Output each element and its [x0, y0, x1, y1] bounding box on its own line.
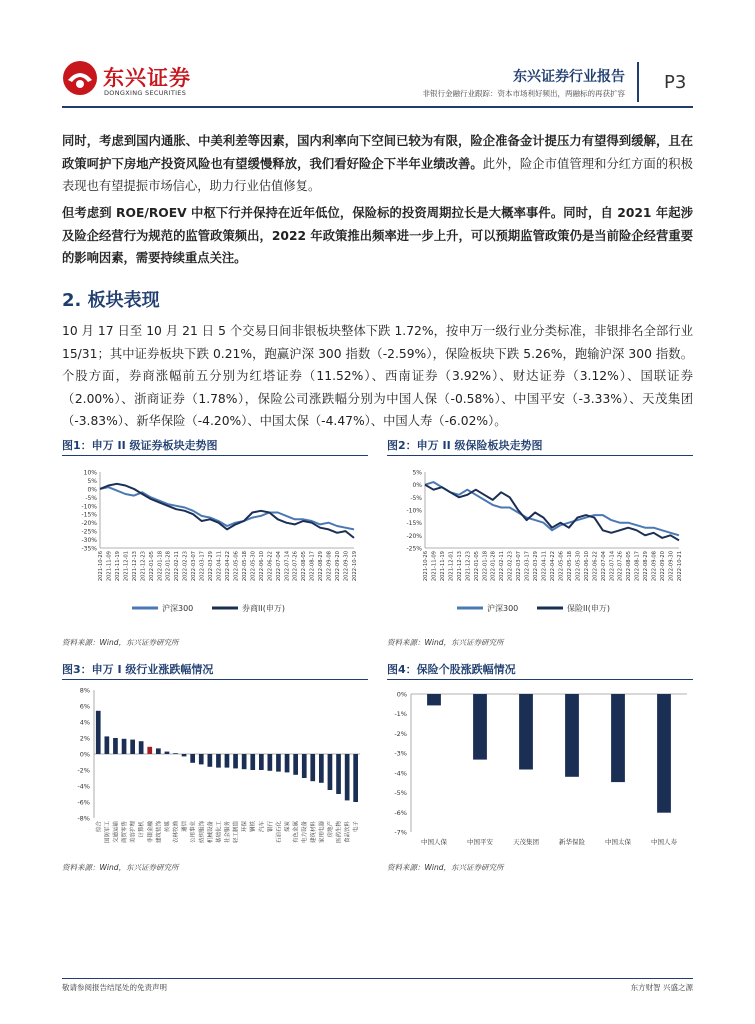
category-label: 农林牧渔 [173, 821, 180, 844]
y-tick-label: -7% [394, 828, 407, 837]
category-label: 建筑材料 [310, 821, 317, 844]
bar [259, 754, 264, 770]
fig4-chart [387, 684, 693, 854]
y-tick-label: -4% [77, 782, 90, 791]
x-tick-label: 2022-06-10 [258, 551, 265, 582]
x-tick-label: 2022-03-29 [533, 551, 540, 582]
x-tick-label: 2021-11-09 [431, 551, 438, 582]
x-tick-label: 2022-02-11 [499, 551, 506, 582]
x-tick-label: 2022-02-23 [182, 551, 189, 582]
category-label: 商贸零售 [122, 821, 129, 844]
bar [139, 741, 144, 754]
x-tick-label: 2022-02-23 [507, 551, 514, 582]
footer-slogan: 东方财智 兴盛之源 [630, 983, 693, 992]
bar [565, 694, 579, 777]
x-tick-label: 2021-10-26 [423, 551, 429, 582]
x-tick-label: 2022-01-28 [490, 551, 497, 582]
category-label: 公用事业 [190, 821, 197, 844]
fig3-source: 资料来源：Wind，东兴证券研究所 [62, 863, 179, 872]
x-tick-label: 2022-09-30 [343, 551, 350, 582]
paragraph-1-bold: 同时，考虑到国内通胀、中美利差等因素，国内利率向下空间已较为有限，险企准备金计提压力有望得到缓解，且在政策呵护下房地产投资风险也有望缓慢释放，我们看好险企下半年业绩改善。 [62, 134, 693, 171]
fig1-title: 图1：申万 II 级证券板块走势图 [62, 439, 218, 452]
footer-rule [62, 978, 693, 979]
bar [216, 754, 221, 768]
bar [302, 754, 307, 778]
category-label: 有色金属 [293, 821, 300, 844]
section-title: 2. 板块表现 [62, 290, 160, 311]
y-tick-label: -6% [77, 798, 90, 807]
legend-label: 沪深300 [162, 604, 194, 613]
category-label: 医药生物 [336, 821, 343, 844]
bar [657, 694, 671, 813]
x-tick-label: 2022-03-17 [199, 551, 206, 582]
fig1-source: 资料来源：Wind，东兴证券研究所 [62, 638, 179, 647]
x-tick-label: 2022-06-10 [583, 551, 590, 582]
x-tick-label: 2022-07-26 [617, 551, 624, 582]
y-tick-label: -2% [394, 729, 407, 738]
bar [113, 738, 118, 754]
y-tick-label: -2% [77, 766, 90, 775]
bar [165, 752, 170, 754]
y-tick-label: 6% [79, 702, 90, 711]
y-tick-label: -10% [406, 507, 422, 515]
x-tick-label: 2022-01-18 [482, 551, 489, 582]
x-tick-label: 2021-11-19 [439, 551, 446, 582]
header-divider [637, 62, 639, 102]
legend-label: 保险II(申万) [567, 604, 610, 613]
category-label: 钢铁 [250, 821, 257, 833]
x-tick-label: 2021-12-01 [123, 551, 130, 582]
x-tick-label: 2022-10-19 [352, 551, 358, 582]
x-tick-label: 2022-07-14 [284, 551, 291, 582]
bar [328, 754, 333, 790]
category-label: 中国太保 [605, 838, 631, 846]
bar [173, 753, 178, 754]
bar [233, 754, 238, 768]
x-tick-label: 2022-04-22 [225, 551, 231, 582]
fig3-title: 图3：申万 I 级行业涨跌幅情况 [62, 663, 214, 676]
x-tick-label: 2022-10-21 [677, 551, 683, 582]
fig1-rule [62, 455, 368, 456]
category-label: 天茂集团 [513, 838, 539, 846]
category-label: 中国人寿 [651, 838, 677, 846]
category-label: 基础化工 [216, 821, 223, 844]
x-tick-label: 2022-08-05 [626, 551, 633, 582]
x-tick-label: 2022-09-20 [660, 551, 667, 582]
bar [147, 747, 152, 754]
x-tick-label: 2022-03-07 [191, 551, 198, 582]
paragraph-3: 10 月 17 日至 10 月 21 日 5 个交易日间非银板块整体下跌 1.72%，按申万一级行业分类标准，非银排名全部行业 15/31；其中证券板块下跌 0.21%，跑赢沪深 300 指数（-2.59%），保险板块下跌 5.26%，跑输沪深 300 指数。个股方面，券商涨幅前五分别为红塔证券（11.52%）、西南证券（3.92%）、财达证券（3.12%）、国联证券（2.00%）、浙商证券（1.78%），保险公司涨跌幅分别为中国人保（-0.58%）、中国平安（-3.33%）、天茂集团（-3.83%）、新华保险（-4.20%）、中国太保（-4.47%）、中国人寿（-6.02%）。 [62, 324, 693, 428]
x-tick-label: 2022-05-06 [233, 551, 240, 582]
x-tick-label: 2022-05-30 [575, 551, 582, 582]
x-tick-label: 2022-05-18 [566, 551, 573, 582]
category-label: 中国人保 [421, 838, 447, 846]
category-label: 中国平安 [467, 838, 493, 846]
x-tick-label: 2022-08-29 [643, 551, 650, 582]
logo-name-en: DONGXING SECURITIES [104, 89, 187, 97]
paragraph-1-rest: 此外，险企市值管理和分红方面的积极表现也有望提振市场信心，助力行业估值修复。 [62, 156, 693, 193]
bar [156, 748, 161, 754]
x-tick-label: 2022-08-17 [634, 551, 641, 582]
fig3-chart [62, 684, 368, 854]
y-tick-label: 5% [87, 477, 97, 485]
y-tick-label: -15% [406, 520, 422, 528]
fig2-title: 图2：申万 II 级保险板块走势图 [387, 439, 543, 452]
y-tick-label: -20% [406, 532, 422, 540]
report-subtitle: 非银行金融行业跟踪：资本市场利好频出，两融标的再获扩容 [422, 89, 625, 98]
x-tick-label: 2022-01-18 [157, 551, 164, 582]
legend-label: 沪深300 [487, 604, 519, 613]
y-tick-label: 0% [396, 690, 407, 699]
y-tick-label: -30% [81, 537, 97, 545]
y-tick-label: -5% [394, 789, 407, 798]
x-tick-label: 2022-09-08 [326, 551, 333, 582]
category-label: 电子 [353, 821, 360, 833]
bar [353, 754, 358, 802]
x-tick-label: 2022-08-05 [301, 551, 308, 582]
y-tick-label: 0% [412, 482, 422, 490]
x-tick-label: 2022-04-22 [550, 551, 556, 582]
x-tick-label: 2021-12-01 [448, 551, 455, 582]
x-tick-label: 2022-06-22 [592, 551, 599, 582]
category-label: 国防军工 [104, 821, 111, 844]
bar [190, 754, 195, 763]
x-tick-label: 2022-04-11 [541, 551, 548, 582]
y-tick-label: -35% [81, 545, 97, 553]
bar [122, 739, 127, 754]
series-line-hs300 [100, 487, 354, 529]
category-label: 交通运输 [113, 821, 120, 844]
category-label: 通信 [182, 821, 189, 833]
bar [105, 736, 110, 754]
y-tick-label: 10% [83, 469, 97, 477]
y-tick-label: 8% [79, 686, 90, 695]
fig4-rule [387, 679, 693, 680]
bar [199, 754, 204, 764]
x-tick-label: 2021-12-23 [140, 551, 147, 582]
x-tick-label: 2022-04-11 [216, 551, 223, 582]
x-tick-label: 2022-03-17 [524, 551, 531, 582]
series-line-sector [100, 484, 354, 538]
x-tick-label: 2022-08-29 [318, 551, 325, 582]
report-type: 东兴证券行业报告 [513, 69, 625, 85]
x-tick-label: 2022-01-05 [148, 551, 155, 582]
fig2-source: 资料来源：Wind，东兴证券研究所 [387, 638, 504, 647]
x-tick-label: 2022-08-17 [309, 551, 316, 582]
x-tick-label: 2022-05-18 [241, 551, 248, 582]
x-tick-label: 2021-10-26 [98, 551, 104, 582]
x-tick-label: 2022-07-14 [609, 551, 616, 582]
x-tick-label: 2022-01-28 [165, 551, 172, 582]
y-tick-label: -3% [394, 749, 407, 758]
y-tick-label: 0% [79, 750, 90, 759]
x-tick-label: 2022-03-29 [208, 551, 215, 582]
category-label: 非银金融 [147, 821, 154, 844]
category-label: 食品饮料 [345, 821, 352, 844]
bar [293, 754, 298, 775]
fig2-chart [387, 462, 693, 630]
category-label: 综合 [96, 821, 103, 833]
bar [285, 754, 290, 772]
footer-disclaimer: 敬请参阅报告结尾处的免责声明 [62, 983, 167, 992]
y-tick-label: -15% [81, 511, 97, 519]
x-tick-label: 2021-11-19 [114, 551, 121, 582]
x-tick-label: 2022-09-08 [651, 551, 658, 582]
y-tick-label: -6% [394, 808, 407, 817]
page-number: P3 [664, 72, 687, 93]
y-tick-label: 4% [79, 718, 90, 727]
category-label: 煤炭 [285, 821, 292, 833]
bar [250, 754, 255, 770]
x-tick-label: 2022-09-30 [668, 551, 675, 582]
bar [96, 711, 101, 754]
y-tick-label: -20% [81, 520, 97, 528]
category-label: 计算机 [139, 821, 146, 838]
y-tick-label: 0% [87, 486, 97, 494]
bar [345, 754, 350, 800]
x-tick-label: 2021-12-13 [131, 551, 138, 582]
x-tick-label: 2022-07-04 [275, 551, 282, 582]
bar [427, 694, 441, 705]
bar [130, 740, 135, 754]
category-label: 汽车 [259, 821, 266, 833]
paragraph-1 [62, 130, 693, 198]
category-label: 建筑装饰 [156, 821, 163, 844]
x-tick-label: 2021-11-09 [106, 551, 113, 582]
y-tick-label: -25% [81, 528, 97, 536]
fig2-rule [387, 455, 693, 456]
dongxing-logo-icon [62, 60, 98, 96]
category-label: 纺织服饰 [199, 821, 206, 844]
y-tick-label: -10% [81, 503, 97, 511]
category-label: 轻工制造 [233, 821, 240, 844]
bar [268, 754, 273, 771]
x-tick-label: 2021-12-13 [456, 551, 463, 582]
y-tick-label: -4% [394, 769, 407, 778]
bar [319, 754, 324, 783]
bar [336, 754, 341, 794]
y-tick-label: -5% [85, 494, 97, 502]
x-tick-label: 2022-03-07 [516, 551, 523, 582]
category-label: 家用电器 [319, 821, 326, 844]
logo-name-cn: 东兴证券 [103, 66, 191, 90]
paragraph-2: 但考虑到 ROE/ROEV 中枢下行并保持在近年低位，保险标的投资周期拉长是大概率事件。同时，自 2021 年起涉及险企经营行为规范的监管政策频出，2022 年政策推出频率进一步上升，可以预期监管政策仍是当前险企经营重要的影响因素，需要持续重点关注。 [62, 206, 693, 265]
fig1-chart [62, 462, 368, 630]
x-tick-label: 2022-07-04 [600, 551, 607, 582]
category-label: 电力设备 [302, 821, 309, 844]
bar [310, 754, 315, 781]
x-tick-label: 2022-05-30 [250, 551, 257, 582]
x-tick-label: 2022-05-06 [558, 551, 565, 582]
bar [208, 754, 213, 767]
y-tick-label: -5% [410, 494, 422, 502]
category-label: 美容护理 [130, 821, 137, 844]
category-label: 新华保险 [559, 838, 585, 846]
x-tick-label: 2021-12-23 [465, 551, 472, 582]
fig4-source: 资料来源：Wind，东兴证券研究所 [387, 863, 504, 872]
y-tick-label: 2% [79, 734, 90, 743]
x-tick-label: 2022-01-05 [473, 551, 480, 582]
legend-label: 券商II(申万) [242, 604, 285, 613]
bar [611, 694, 625, 782]
bar [519, 694, 533, 770]
category-label: 环保 [242, 821, 249, 833]
y-tick-label: -1% [394, 710, 407, 719]
bar [242, 754, 247, 769]
bar [182, 754, 187, 756]
category-label: 银行 [267, 821, 274, 833]
y-tick-label: -8% [77, 814, 90, 823]
x-tick-label: 2022-02-11 [174, 551, 181, 582]
category-label: 石油石化 [276, 821, 283, 844]
bar [473, 694, 487, 760]
x-tick-label: 2022-09-20 [335, 551, 342, 582]
bar [225, 754, 230, 768]
bar [276, 754, 281, 772]
category-label: 机械设备 [207, 821, 214, 844]
header-rule [62, 106, 693, 108]
y-tick-label: -25% [406, 545, 422, 553]
category-label: 传媒 [164, 821, 171, 833]
category-label: 社会服务 [225, 821, 231, 844]
fig3-rule [62, 679, 368, 680]
fig4-title: 图4：保险个股涨跌幅情况 [387, 663, 516, 676]
x-tick-label: 2022-07-26 [292, 551, 299, 582]
x-tick-label: 2022-06-22 [267, 551, 274, 582]
y-tick-label: 5% [412, 469, 422, 477]
category-label: 房地产 [327, 821, 334, 838]
